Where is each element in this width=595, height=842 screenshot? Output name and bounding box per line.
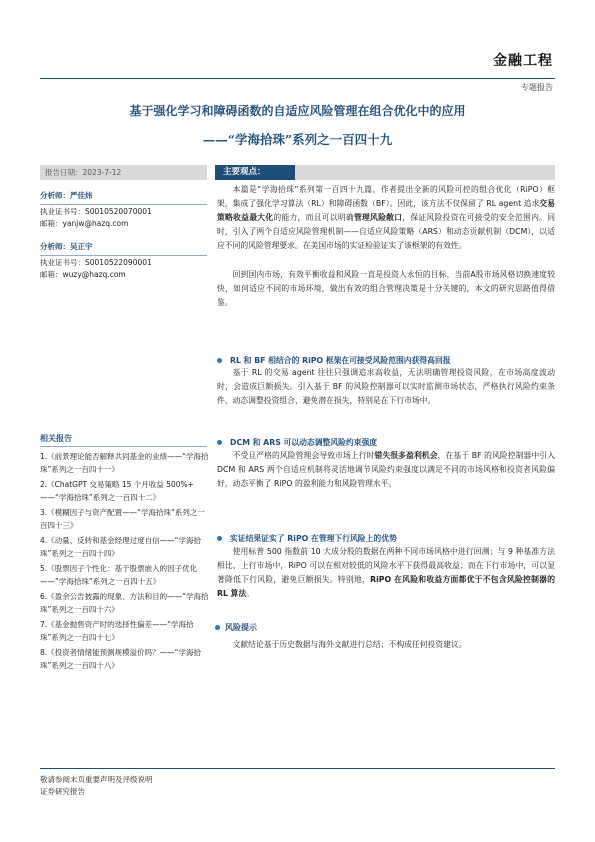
main-points-label: 主要观点： [215,165,295,180]
main-points-bar [215,165,555,180]
bullet-icon [217,358,222,363]
related-report-item[interactable]: 1.《前景理论能否解释共同基金的业绩——“学海拾珠”系列之一百四十一》 [40,452,209,474]
section-heading: RL 和 BF 相结合的 RiPO 框架在可接受风险范围内获得高回报 [217,355,451,366]
related-reports-title: 相关报告 [40,434,72,443]
brand-title: 金融工程 [493,53,553,69]
report-subtitle: ——“学海拾珠”系列之一百四十九 [202,132,393,147]
related-reports-list [40,451,210,675]
body-paragraph: 使用标普 500 指数前 10 大成分股的数据在两种不同市场风格中进行回测；与 9 种基准方法相比，上行市场中，RiPO 可以在相对较低的风险水平下获得最高收益；而在下行市场中，可以显著降低下行风险，避免巨额损失。特别地，RiPO 在风险和收益方面都优于不包含风险控制器的 RL 算法。 [217,547,556,598]
analyst-block [40,241,210,282]
report-date: 报告日期：2023-7-12 [40,165,207,180]
related-report-item[interactable]: 2.《ChatGPT 交易策略 15 个月收益 500%+——“学海拾珠”系列之一百四十二》 [40,480,194,502]
related-report-item[interactable]: 3.《模糊因子与资产配置——“学海拾珠”系列之一百四十三》 [40,508,205,530]
bullet-icon [217,440,222,445]
divider [40,446,207,447]
analyst-name: 分析师： 严佳炜 [40,191,93,200]
divider [40,255,207,256]
intro-paragraph: 本篇是“学海拾珠”系列第一百四十九篇，作者提出全新的风险可控的组合优化（RiPO）框架，集成了强化学习算法（RL）和障碍函数（BF）。因此，该方法不仅保留了 RL agent 追求交易策略收益最大化的能力，而且可以明确管理风险敞口，保证风险投资在可接受的安全范围内。同时，引入了两个自适应风险管理机制——自适应风险策略（ARS）和动态贡献机制（DCM），以适应不同的风险管理要求。在美国市场的实证检验证实了该框架的有效性。 [217,185,556,250]
footer-rule [40,768,555,769]
body-paragraph: 不受且严格的风险管理会导致市场上行时错失很多盈利机会，在基于 BF 的风险控制器中引入 DCM 和 ARS 两个自适应机制将灵活地调节风险约束强度以满足不同的市场风格和投资者风险偏好，动态平衡了 RiPO 的盈利能力和风险管理水平。 [217,451,556,488]
related-report-item[interactable]: 7.《基金抛售资产时的选择性偏差——“学海拾珠”系列之一百四十七》 [40,620,194,642]
analyst-email[interactable]: 邮箱：yanjw@hazq.com [40,219,129,228]
related-report-item[interactable]: 4.《动量、反转和基金经理过度自信——“学海拾珠”系列之一百四十四》 [40,536,202,558]
footer-label: 证券研究报告 [40,787,85,796]
related-report-item[interactable]: 5.《股票因子个性化：基于股票嵌入的因子优化——“学海拾珠”系列之一百四十五》 [40,564,198,586]
risk-text: 文献结论基于历史数据与海外文献进行总结；不构成任何投资建议。 [232,640,467,649]
analyst-name: 分析师： 吴正宇 [40,242,93,251]
report-title: 基于强化学习和障碍函数的自适应风险管理在组合优化中的应用 [129,104,466,118]
domestic-paragraph: 回到国内市场，有效平衡收益和风险一直是投资人永恒的目标，当前A股市场风格切换速度较快，如何适应不同的市场环境，做出有效的组合管理决策是十分关键的，本文的研究思路值得借鉴。 [217,270,555,307]
report-type: 专题报告 [521,83,553,92]
related-report-item[interactable]: 8.《投资者情绪能预测规模溢价吗？——“学海拾珠”系列之一百四十八》 [40,648,202,670]
analyst-cert: 执业证书号：S0010520070001 [40,206,152,216]
analyst-cert: 执业证书号：S0010522090001 [40,257,152,267]
header-rule [40,78,555,79]
analyst-email[interactable]: 邮箱：wuzy@hazq.com [40,270,126,279]
disclaimer-link[interactable]: 敬请参阅末页重要声明及评级说明 [40,775,153,784]
related-report-item[interactable]: 6.《盈余公告披露的现象、方法和目的——“学海拾珠”系列之一百四十六》 [40,592,209,614]
body-paragraph: 基于 RL 的交易 agent 往往只强调追求高收益，无法明确管理投资风险，在市场高度波动时，会造成巨额损失。引入基于 BF 的风险控制器可以实时监测市场状态，严格执行风险约束条件，动态调整投资组合，避免潜在损失，特别是在下行市场中。 [217,368,555,405]
analyst-block [40,190,210,231]
bullet-icon [217,536,222,541]
section-heading: DCM 和 ARS 可以动态调整风险约束强度 [217,437,377,448]
divider [40,204,207,205]
bullet-icon [215,625,220,630]
section-heading: 实证结果证实了 RiPO 在管理下行风险上的优势 [217,533,397,544]
footer [40,774,153,798]
risk-heading: 风险提示 [215,622,257,633]
